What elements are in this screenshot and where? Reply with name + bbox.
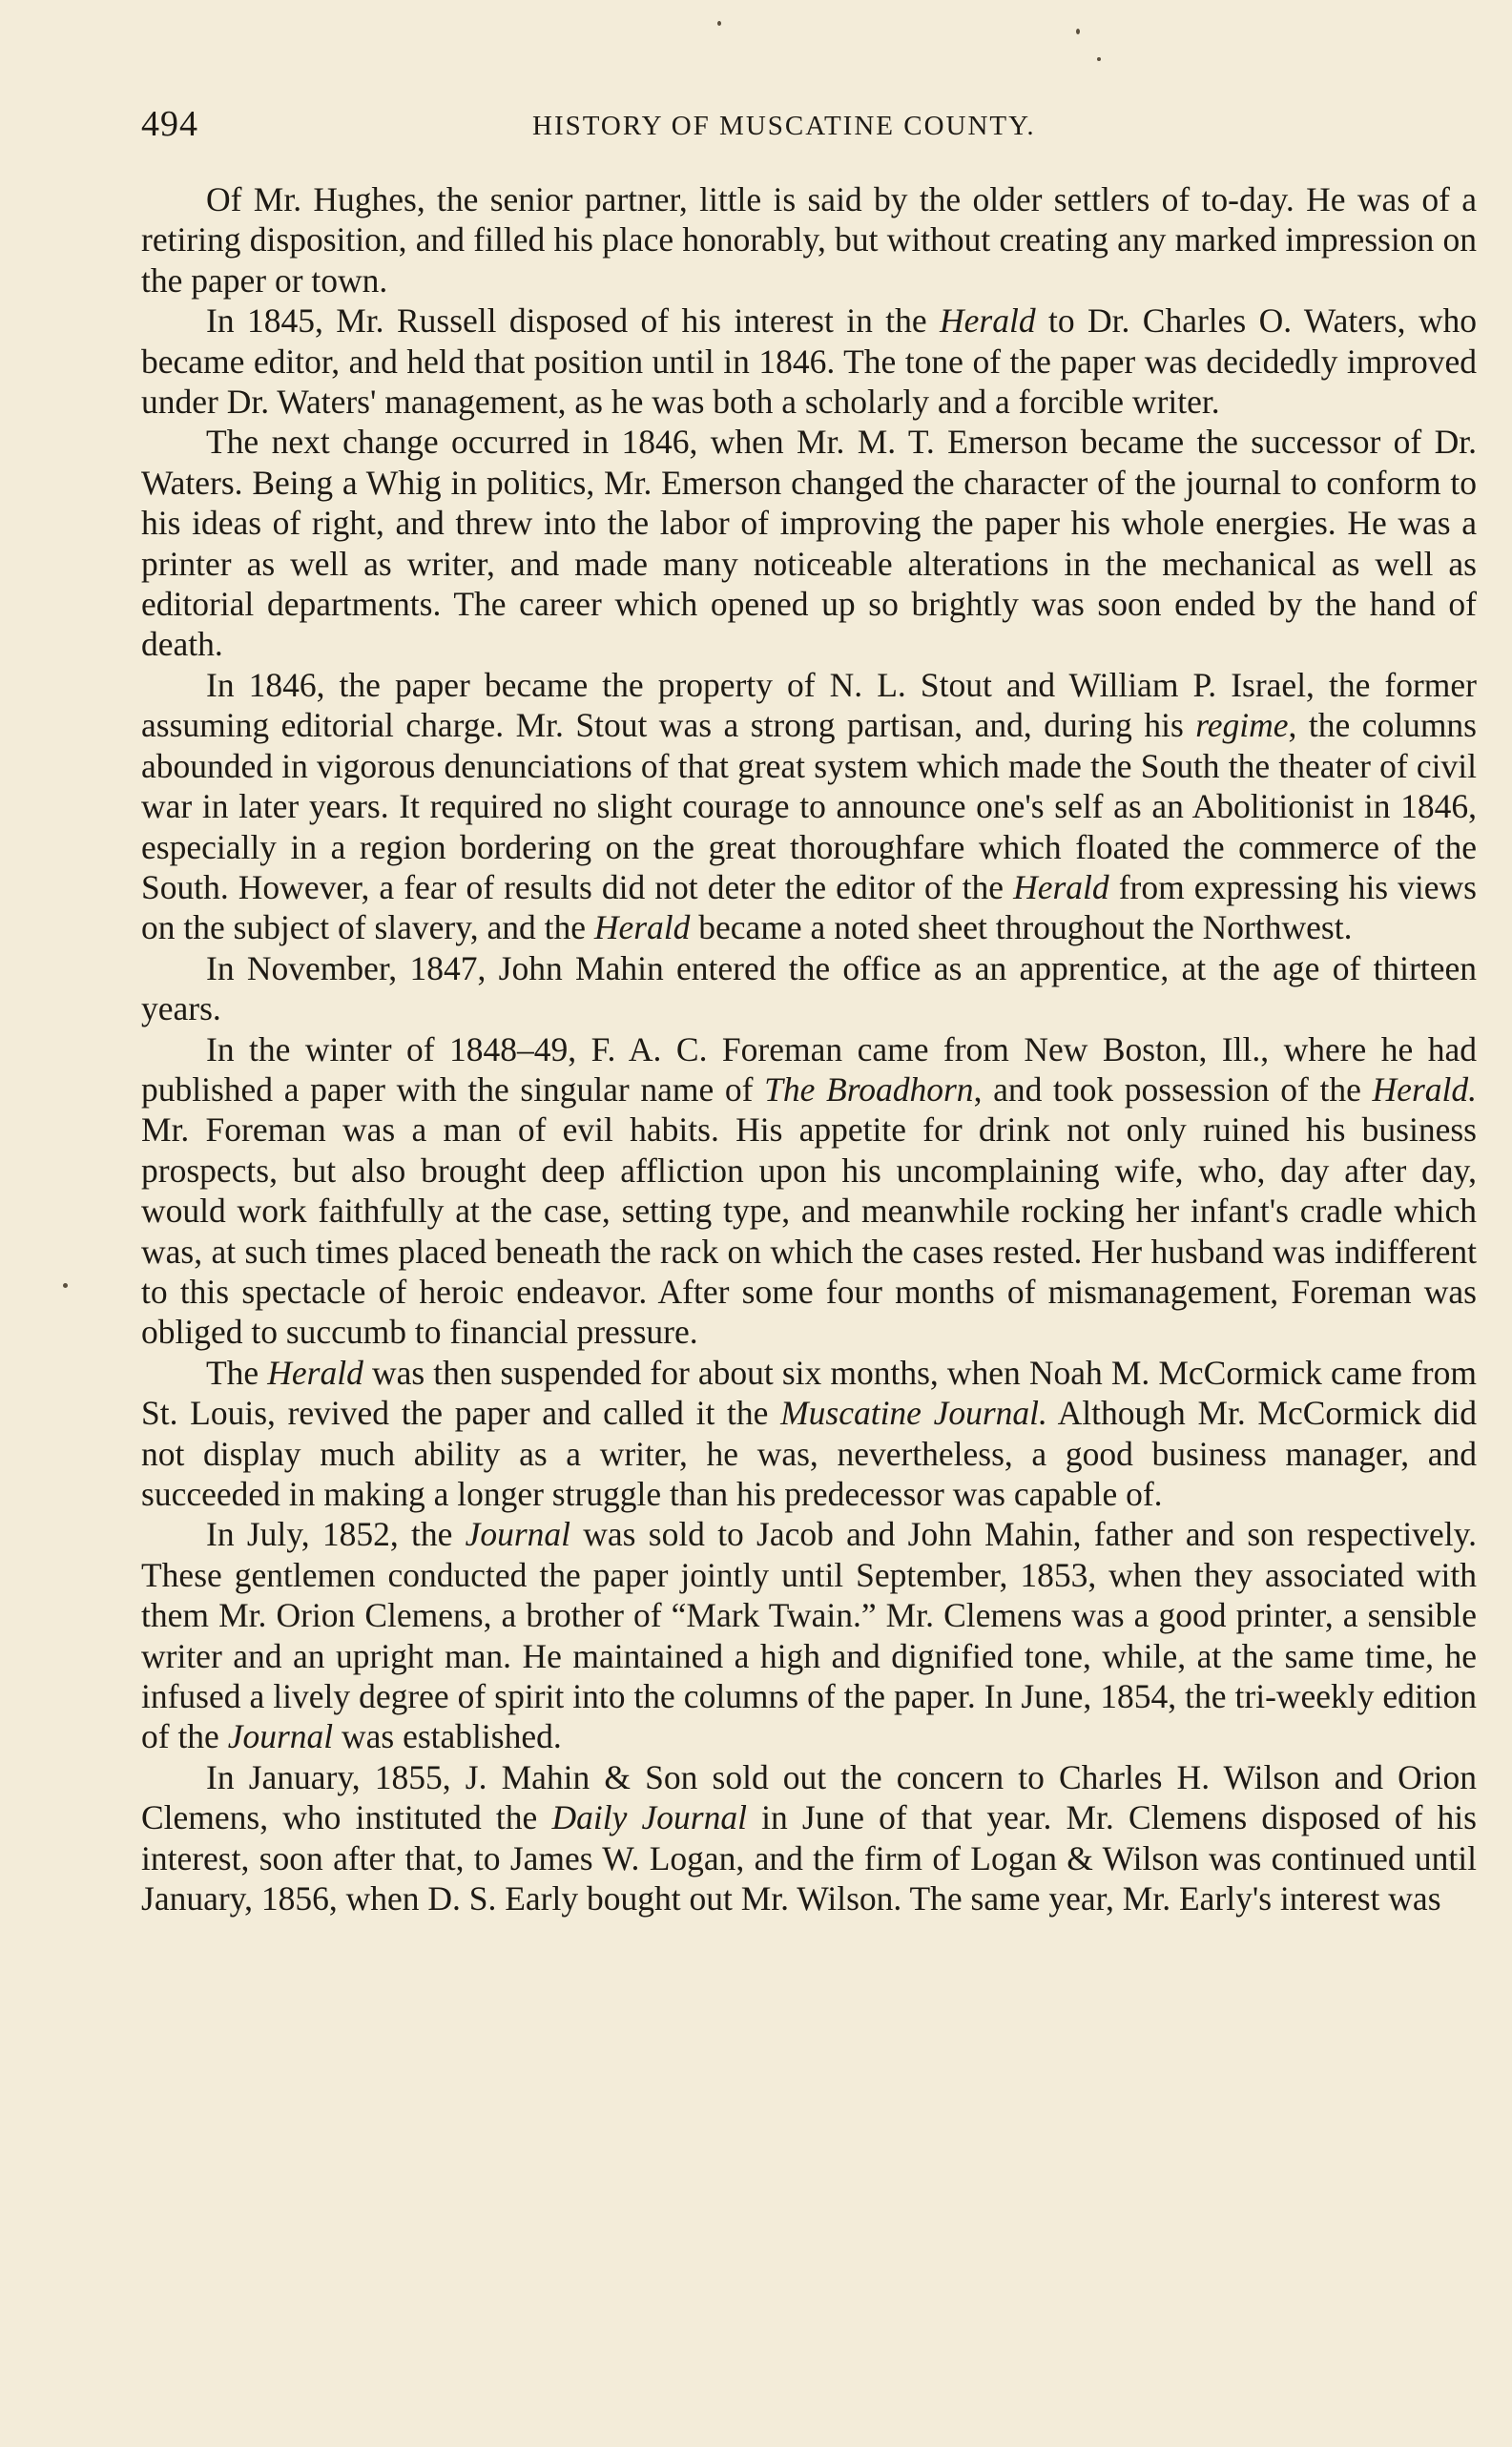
print-speck — [717, 21, 721, 26]
text-run: In the winter of 1848–49, F. A. C. Foreman came from New Boston, Ill., where he had published a paper with the singular name of — [141, 1029, 1477, 1109]
paragraph — [141, 665, 1477, 948]
text-run: became a noted sheet throughout the Northwest. — [690, 908, 1353, 947]
text-run: was established. — [333, 1717, 562, 1756]
text-run: In November, 1847, John Mahin entered the office as an apprentice, at the age of thirteen years. — [141, 948, 1477, 1028]
text-run: in June of that year. Mr. Clemens disposed of his interest, soon after that, to James W. Logan, and the firm of Logan & Wilson was continued until January, 1856, when D. S. Early bought out Mr. Wilson. The same year, Mr. Early's interest was — [141, 1798, 1477, 1918]
italic-text: Daily Journal — [551, 1798, 747, 1837]
italic-text: Herald — [940, 301, 1036, 341]
text-run: The next change occurred in 1846, when Mr. M. T. Emerson became the successor of Dr. Waters. Being a Whig in politics, Mr. Emerson changed the character of the journal to conform to his ideas of right, and threw into the labor of improving the paper his whole energies. He was a printer as well as writer, and made many noticeable alterations in the mechanical as well as editorial departments. The career which opened up so brightly was soon ended by the hand of death. — [141, 423, 1477, 664]
text-run: from expressing his views on the subject of slavery, and the — [141, 867, 1477, 947]
text-run: In July, 1852, the — [206, 1515, 466, 1554]
paragraph — [141, 301, 1477, 422]
italic-text: Herald. — [1372, 1069, 1477, 1109]
text-run: In January, 1855, J. Mahin & Son sold out the concern to Charles H. Wilson and Orion Clemens, who instituted the — [141, 1757, 1477, 1837]
text-run: Of Mr. Hughes, the senior partner, little is said by the older settlers of to-day. He was of a retiring disposition, and filled his place honorably, but without creating any marked impression on the paper or town. — [141, 180, 1477, 300]
text-run: Mr. Foreman was a man of evil habits. His appetite for drink not only ruined his business prospects, but also brought deep affliction upon his uncomplaining wife, who, day after day, would work faithfully at the case, setting type, and meanwhile rocking her infant's cradle which was, at such times placed beneath the rack on which the cases rested. Her husband was indifferent to this spectacle of heroic endeavor. After some four months of mismanagement, Foreman was obliged to succumb to financial pressure. — [141, 1110, 1477, 1352]
running-head: HISTORY OF MUSCATINE COUNTY. — [532, 111, 1036, 141]
body-text — [141, 179, 1477, 1918]
text-run: The — [206, 1353, 268, 1392]
italic-text: Muscatine Journal. — [780, 1394, 1047, 1433]
text-run: Although Mr. McCormick did not display much ability as a writer, he was, nevertheless, a good business manager, and succeeded in making a longer struggle than his predecessor was capable of. — [141, 1394, 1478, 1513]
print-speck — [1097, 57, 1101, 61]
paragraph — [141, 1757, 1477, 1919]
paragraph — [141, 1029, 1477, 1353]
italic-text: regime — [1195, 706, 1289, 745]
text-run: , and took possession of the — [973, 1069, 1373, 1109]
paragraph — [141, 1514, 1477, 1756]
page-header — [141, 103, 1477, 151]
text-run: to Dr. Charles O. Waters, who became editor, and held that position until in 1846. The tone of the paper was decidedly improved under Dr. Waters' management, as he was both a scholarly and a forcible writer. — [141, 301, 1478, 422]
italic-text: Journal — [227, 1717, 334, 1756]
text-run: , the columns abounded in vigorous denunciations of that great system which made the South the theater of civil war in later years. It required no slight courage to announce one's self as an Abolitionist in 1846, especially in a region bordering on the great thoroughfare which floated the commerce of the South. However, a fear of results did not deter the editor of the — [141, 706, 1477, 906]
paragraph — [141, 1353, 1477, 1515]
print-speck — [63, 1283, 68, 1288]
italic-text: Herald — [1013, 867, 1109, 906]
text-run: was sold to Jacob and John Mahin, father and son respectively. These gentlemen conducted the paper jointly until September, 1853, when they associated with them Mr. Orion Clemens, a brother of “Mark Twain.” Mr. Clemens was a good printer, a sensible writer and an upright man. He maintained a high and dignified tone, while, at the same time, he infused a lively degree of spirit into the columns of the paper. In June, 1854, the tri-weekly edition of the — [141, 1515, 1477, 1756]
paragraph — [141, 179, 1477, 301]
italic-text: Herald — [267, 1353, 363, 1392]
print-speck — [1076, 29, 1080, 34]
italic-text: The Broadhorn — [764, 1069, 974, 1109]
italic-text: Journal — [465, 1515, 571, 1554]
page-number: 494 — [141, 104, 198, 144]
text-run: In 1846, the paper became the property of N. L. Stout and William P. Israel, the former assuming editorial charge. Mr. Stout was a strong partisan, and, during his — [141, 665, 1477, 745]
paragraph — [141, 948, 1477, 1029]
text-run: In 1845, Mr. Russell disposed of his interest in the — [206, 301, 941, 341]
paragraph — [141, 422, 1477, 664]
italic-text: Herald — [593, 908, 691, 947]
text-run: was then suspended for about six months, when Noah M. McCormick came from St. Louis, revived the paper and called it the — [141, 1353, 1477, 1433]
